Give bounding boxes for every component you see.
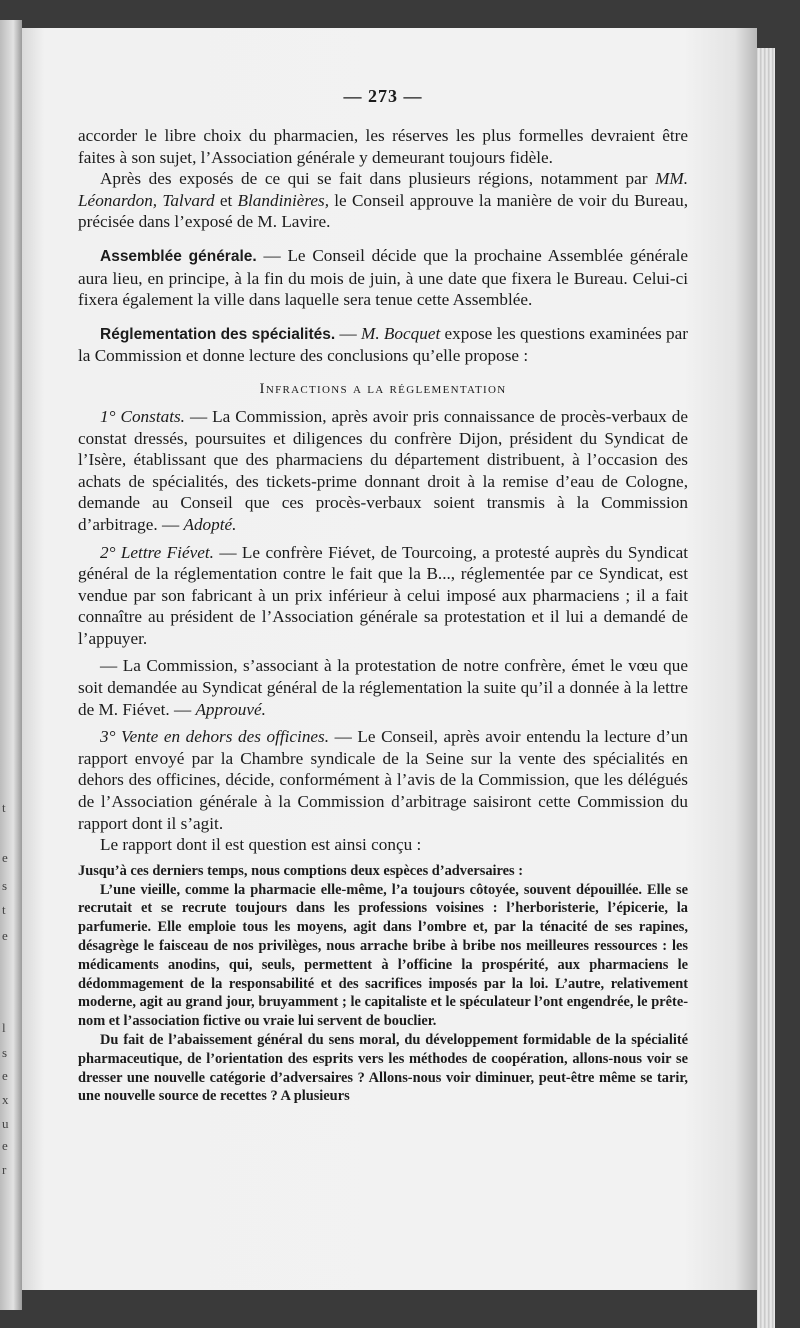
item-lettre-fievet: 2° Lettre Fiévet. — Le confrère Fiévet, de Tourcoing, a protesté auprès du Syndicat général de la réglementation contre le fait que la B..., réglementée par ce Syndicat, est vendue par son fabricant à un prix inférieur à celui imposé aux pharmaciens ; il a fait connaître au président de l’Association générale sa protestation et il lui a demandé de l’appuyer.	[78, 542, 688, 648]
margin-char: e	[2, 928, 8, 943]
report-paragraph: Du fait de l’abaissement général du sens moral, du développement formidable de la spécialité pharmaceutique, de l’orientation des esprits vers les méthodes de coopération, allons-nous voir se dresser une nouvelle catégorie d’adversaires ? Allons-nous voir diminuer, peut-être même se tarir, une nouvelle source de recettes ? A plusieurs	[78, 1031, 688, 1105]
item-vente-hors-officines: 3° Vente en dehors des officines. — Le Conseil, après avoir entendu la lecture d’un rapport envoyé par la Chambre syndicale de la Seine sur la vente des spécialités en dehors des officines, décide, conformément à l’avis de la Commission, que les délégués de l’Association générale à la Commission d’arbitrage saisiront cette Commission du rapport dont il s’agit.	[78, 727, 689, 833]
left-facing-page-edge	[0, 20, 22, 1310]
margin-char: s	[2, 878, 8, 893]
page-content	[78, 86, 688, 1106]
item-constats: 1° Constats. — La Commission, après avoir pris connaissance de procès-verbaux de constat dressés, poursuites et diligences du confrère Dijon, président du Syndicat de l’Isère, établissant que des pharmaciens du département distribuent, à l’occasion des achats de spécialités, des tickets-prime donnant droit à la remise d’eau de Cologne, demande au Conseil que ces procès-verbaux soient transmis à la Commission d’arbitrage. — Adopté.	[78, 406, 689, 534]
margin-char: t	[2, 902, 6, 917]
margin-char: t	[2, 800, 6, 815]
decision-status: Adopté.	[183, 514, 237, 534]
paragraph-assemblee-generale: Assemblée générale. — Le Conseil décide que la prochaine Assemblée générale aura lieu, en principe, à la fin du mois de juin, à une date que fixera le Bureau. Celui-ci fixera également la ville dans laquelle sera tenue cette Assemblée.	[78, 245, 688, 310]
quoted-report	[78, 862, 688, 1106]
item-label: 1° Constats.	[100, 406, 185, 426]
item-label: 3° Vente en dehors des officines.	[100, 727, 330, 747]
section-title-infractions: Infractions a la réglementation	[259, 380, 507, 397]
margin-char: u	[2, 1116, 9, 1131]
paragraph-reglementation: Réglementation des spécialités. — M. Bocquet expose les questions examinées par la Commission et donne lecture des conclusions qu’elle propose :	[78, 323, 688, 366]
name-italic: Blandinières,	[237, 190, 330, 210]
margin-char: s	[2, 1045, 8, 1060]
page-stack-edge	[757, 48, 775, 1328]
name-italic: M. Bocquet	[361, 323, 441, 343]
item-label: 2° Lettre Fiévet.	[100, 542, 214, 562]
section-heading-reglementation: Réglementation des spécialités.	[100, 325, 336, 343]
decision-status: Approuvé.	[195, 699, 266, 719]
page-number: — 273 —	[343, 86, 423, 106]
margin-char: r	[2, 1162, 7, 1177]
names-italic: MM. Léonardon, Talvard	[78, 169, 688, 210]
margin-char: e	[2, 1068, 8, 1083]
section-heading-assemblee: Assemblée générale.	[100, 247, 257, 265]
report-intro: Le rapport dont il est question est ainsi conçu :	[100, 835, 422, 855]
report-paragraph: Jusqu’à ces derniers temps, nous comptions deux espèces d’adversaires :	[78, 862, 524, 879]
margin-char: e	[2, 1138, 8, 1153]
report-paragraph: L’une vieille, comme la pharmacie elle-même, l’a toujours côtoyée, souvent dépouillée. Elle se recrutait et se recrute toujours dans les professions voisines : l’herboristerie, l’épicerie, la parfumerie. Elle emploie tous les moyens, agit dans l’ombre et, par la ténacité de ses rapines, désagrège le faisceau de nos privilèges, nous arrache bribe à bribe nos meilleures ressources : les médicaments anodins, qui, seuls, permettent à l’officine la prospérité, aux pharmaciens le dédommagement de la responsabilité et des sacrifices imposés par la loi. L’autre, relativement moderne, agit au grand jour, bruyamment ; le capitaliste et le spéculateur l’ont engendrée, le prête-nom et l’association fictive ou vraie lui servent de bouclier.	[78, 881, 688, 1030]
margin-char: l	[2, 1020, 6, 1035]
margin-char: x	[2, 1092, 9, 1107]
book-page	[22, 28, 757, 1290]
paragraph-bureau-approval: Après des exposés de ce qui se fait dans plusieurs régions, notamment par MM. Léonardon, Talvard et Blandinières, le Conseil approuve la manière de voir du Bureau, précisée dans l’exposé de M. Lavire.	[78, 169, 688, 232]
margin-char: e	[2, 850, 8, 865]
paragraph-continued: accorder le libre choix du pharmacien, les réserves les plus formelles devraient être faites à son sujet, l’Association générale y demeurant toujours fidèle.	[78, 126, 688, 167]
item-commission-voeu: — La Commission, s’associant à la protestation de notre confrère, émet le vœu que soit demandée au Syndicat général de la réglementation la suite qu’il a donnée à la lettre de M. Fiévet. — Approuvé.	[78, 656, 688, 719]
